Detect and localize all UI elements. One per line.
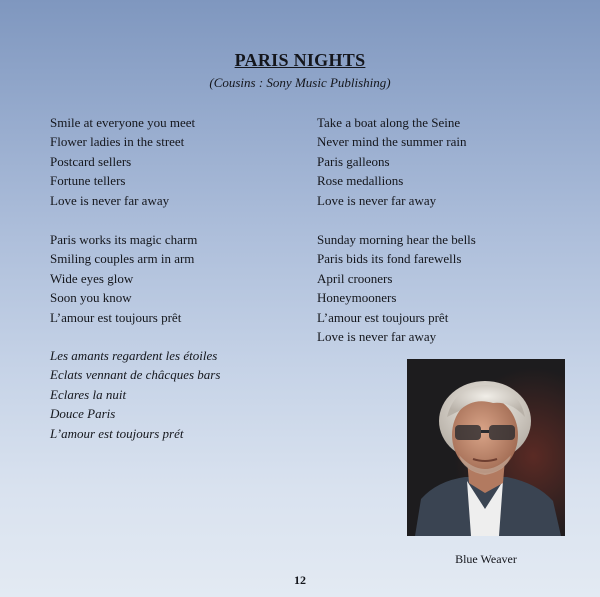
lyric-line: Wide eyes glow	[50, 270, 134, 286]
lyric-line: L’amour est toujours prêt	[317, 309, 449, 325]
lyric-line: Postcard sellers	[50, 153, 132, 169]
lyric-line: Paris works its magic charm	[50, 232, 198, 247]
lyric-line: Take a boat along the Seine	[317, 115, 461, 130]
lyric-line: April crooners	[317, 270, 393, 286]
portrait-illustration	[407, 359, 565, 536]
lyric-line: L’amour est toujours prêt	[50, 309, 182, 325]
lyric-line: Douce Paris	[50, 406, 116, 422]
lyric-line: L’amour est toujours prét	[50, 425, 184, 441]
lyric-line: Love is never far away	[50, 192, 170, 208]
lyric-line: Soon you know	[50, 290, 132, 306]
song-title: PARIS NIGHTS	[234, 50, 366, 70]
photo-caption: Blue Weaver	[455, 552, 517, 566]
lyric-line: Fortune tellers	[50, 173, 126, 189]
lyric-line: Flower ladies in the street	[50, 134, 185, 150]
left-stanza-1	[50, 113, 195, 210]
left-stanza-3-french	[50, 346, 220, 443]
publishing-credit: (Cousins : Sony Music Publishing)	[209, 75, 391, 90]
left-stanza-2	[50, 230, 197, 327]
page-number: 12	[294, 573, 306, 587]
lyric-line: Love is never far away	[317, 329, 437, 345]
lyric-line: Never mind the summer rain	[317, 134, 467, 150]
portrait-photo	[407, 359, 565, 536]
right-stanza-2	[317, 230, 476, 346]
lyric-line: Eclats vennant de châcques bars	[50, 367, 221, 383]
lyric-line: Les amants regardent les étoiles	[50, 348, 218, 363]
lyric-line: Eclares la nuit	[50, 386, 127, 402]
lyric-line: Love is never far away	[317, 192, 437, 208]
lyric-line: Smile at everyone you meet	[50, 115, 196, 130]
lyric-line: Sunday morning hear the bells	[317, 232, 476, 247]
lyric-line: Smiling couples arm in arm	[50, 251, 195, 267]
lyric-line: Paris bids its fond farewells	[317, 251, 462, 267]
right-stanza-1	[317, 113, 466, 210]
lyric-line: Rose medallions	[317, 173, 404, 189]
lyric-line: Paris galleons	[317, 153, 390, 169]
lyric-line: Honeymooners	[317, 290, 397, 306]
